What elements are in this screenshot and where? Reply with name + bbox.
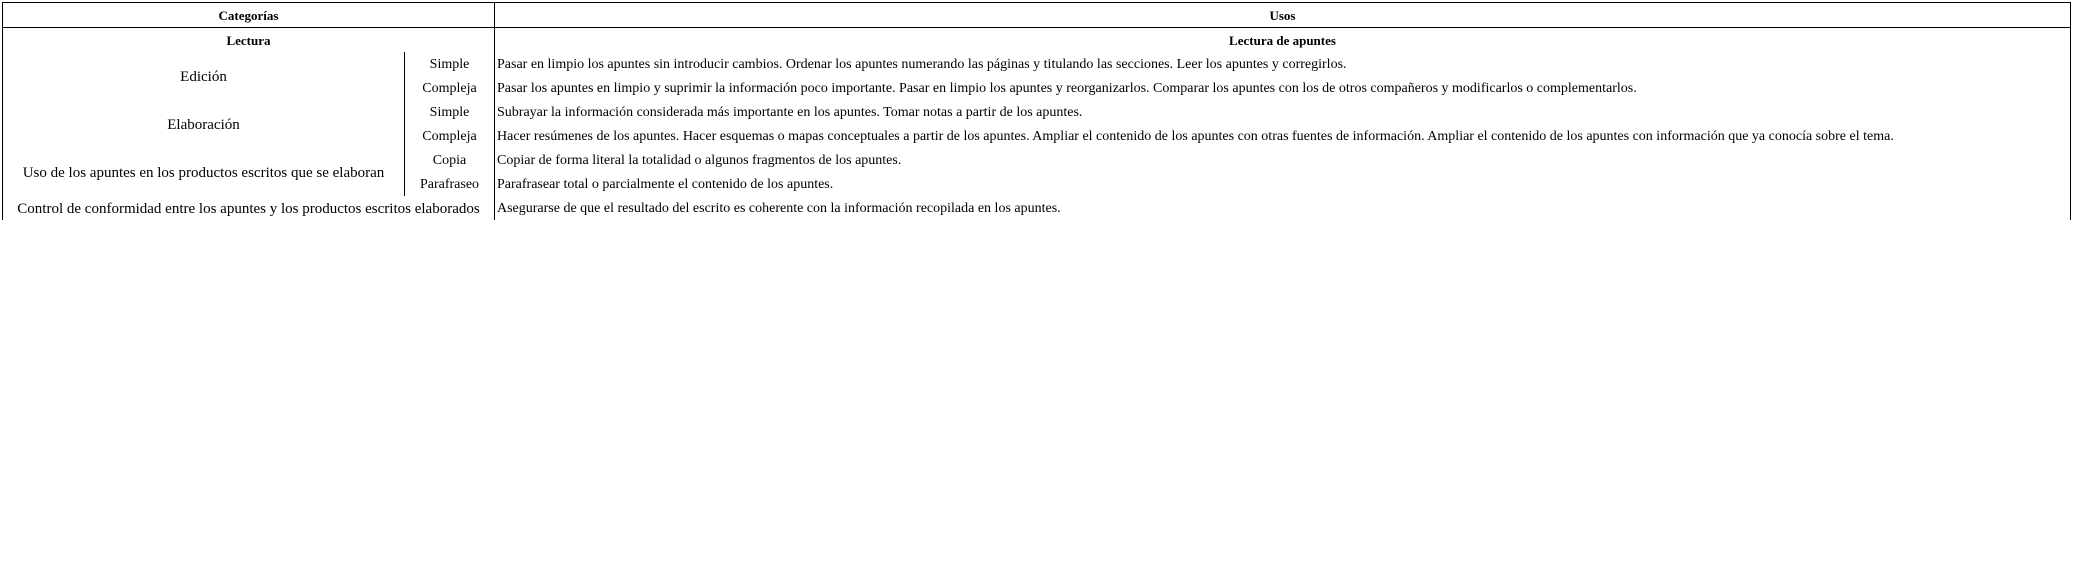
subcategory-cell: Simple xyxy=(405,100,495,124)
use-cell: Pasar los apuntes en limpio y suprimir la información poco importante. Pasar en limpio los apuntes y reorganizarlos. Comparar los apuntes con los de otros compañeros y modificarlos o complementarlos. xyxy=(495,76,2071,100)
table-row xyxy=(3,148,2071,172)
use-cell: Hacer resúmenes de los apuntes. Hacer esquemas o mapas conceptuales a partir de los apuntes. Ampliar el contenido de los apuntes con otras fuentes de información. Ampliar el contenido de los apuntes con información que ya conocía sobre el tema. xyxy=(495,124,2071,148)
subcategory-cell: Parafraseo xyxy=(405,172,495,196)
subcategory-cell: Copia xyxy=(405,148,495,172)
categories-uses-table xyxy=(2,2,2071,220)
section-lectura-de-apuntes: Lectura de apuntes xyxy=(495,28,2071,53)
section-row xyxy=(3,28,2071,53)
use-cell: Parafrasear total o parcialmente el contenido de los apuntes. xyxy=(495,172,2071,196)
header-categorias: Categorías xyxy=(3,3,495,28)
subcategory-cell: Simple xyxy=(405,52,495,76)
category-uso-apuntes: Uso de los apuntes en los productos escritos que se elaboran xyxy=(3,148,405,196)
subcategory-cell: Compleja xyxy=(405,124,495,148)
use-cell: Copiar de forma literal la totalidad o algunos fragmentos de los apuntes. xyxy=(495,148,2071,172)
subcategory-cell: Compleja xyxy=(405,76,495,100)
header-row xyxy=(3,3,2071,28)
section-lectura: Lectura xyxy=(3,28,495,53)
header-usos: Usos xyxy=(495,3,2071,28)
category-elaboracion: Elaboración xyxy=(3,100,405,148)
category-edicion: Edición xyxy=(3,52,405,100)
use-cell: Pasar en limpio los apuntes sin introducir cambios. Ordenar los apuntes numerando las páginas y titulando las secciones. Leer los apuntes y corregirlos. xyxy=(495,52,2071,76)
table-row xyxy=(3,196,2071,220)
category-control-conformidad: Control de conformidad entre los apuntes y los productos escritos elaborados xyxy=(3,196,495,220)
table-row xyxy=(3,52,2071,76)
use-cell: Asegurarse de que el resultado del escrito es coherente con la información recopilada en los apuntes. xyxy=(495,196,2071,220)
use-cell: Subrayar la información considerada más importante en los apuntes. Tomar notas a partir de los apuntes. xyxy=(495,100,2071,124)
table-row xyxy=(3,100,2071,124)
